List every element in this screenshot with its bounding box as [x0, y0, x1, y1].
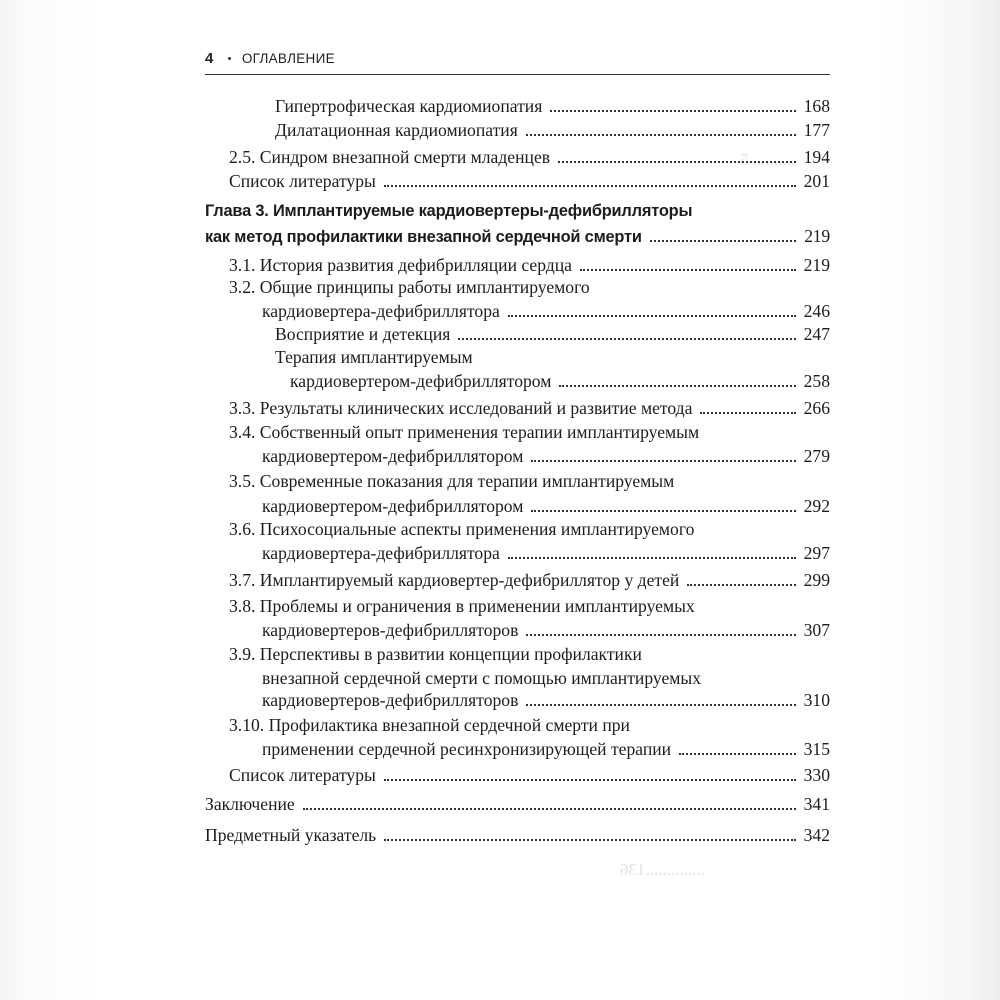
toc-entry[interactable]: [229, 397, 830, 419]
dot-leader: [679, 753, 796, 755]
toc-entry-title: Предметный указатель: [205, 825, 377, 845]
toc-entry-page: 299: [803, 570, 830, 590]
toc-entry-line: 3.5. Современные показания для терапии имплантируемым: [229, 471, 675, 491]
toc-entry[interactable]: [290, 370, 830, 392]
toc-entry-page: 247: [803, 324, 830, 344]
dot-leader: [580, 269, 796, 271]
toc-entry-line: 3.10. Профилактика внезапной сердечной смерти при: [229, 715, 630, 735]
toc-entry-title: кардиовертером-дефибриллятором: [290, 371, 552, 391]
toc-entry[interactable]: [205, 824, 830, 846]
section-title: ОГЛАВЛЕНИЕ: [241, 51, 335, 66]
toc-entry[interactable]: [262, 619, 830, 641]
toc-entry-line: 3.8. Проблемы и ограничения в применении имплантируемых: [229, 596, 695, 616]
toc-entry[interactable]: [262, 689, 830, 711]
toc-entry-page: 266: [803, 398, 830, 418]
dot-leader: [550, 110, 795, 112]
toc-entry[interactable]: [229, 764, 830, 786]
dot-leader: [384, 839, 795, 841]
dot-leader: [700, 412, 795, 414]
toc-entry-page: 310: [803, 690, 830, 710]
dot-leader: [303, 808, 796, 810]
toc-entry-page: 297: [803, 543, 830, 563]
toc-entry-title: 3.7. Имплантируемый кардиовертер-дефибриллятор у детей: [229, 570, 680, 590]
toc-entry[interactable]: [229, 254, 830, 276]
toc-entry[interactable]: [229, 569, 830, 591]
dot-leader: [687, 584, 795, 586]
toc-entry-line: 3.6. Психосоциальные аспекты применения имплантируемого: [229, 519, 695, 539]
toc-entry-page: 307: [803, 620, 830, 640]
page-number: 4: [205, 50, 214, 67]
toc-entry-page: 258: [803, 371, 830, 391]
toc-entry-line: 3.2. Общие принципы работы имплантируемого: [229, 277, 590, 297]
toc-entry-page: 292: [803, 496, 830, 516]
toc-entry[interactable]: [275, 323, 830, 345]
bleed-through-text: .......... 5: [740, 150, 796, 169]
toc-entry-page: 177: [803, 120, 830, 140]
toc-entry[interactable]: [262, 542, 830, 564]
toc-entry-title: кардиовертером-дефибриллятором: [262, 446, 524, 466]
toc-entry-page: 168: [803, 96, 830, 116]
dot-leader: [526, 704, 795, 706]
toc-entry-title: 3.3. Результаты клинических исследований и развитие метода: [229, 398, 693, 418]
toc-entry[interactable]: [262, 738, 830, 760]
toc-entry-title: Список литературы: [229, 765, 376, 785]
dot-leader: [559, 385, 795, 387]
chapter-title-line: Глава 3. Имплантируемые кардиовертеры-дефибрилляторы: [205, 202, 693, 220]
dot-leader: [650, 240, 796, 242]
toc-entry[interactable]: [205, 793, 830, 815]
bleed-through-text: ..............136: [620, 860, 705, 879]
dot-leader: [526, 634, 795, 636]
toc-entry-page: 342: [803, 825, 830, 845]
dot-leader: [531, 460, 795, 462]
toc-entry-title: Восприятие и детекция: [275, 324, 451, 344]
toc-entry-title: кардиовертеров-дефибрилляторов: [262, 690, 519, 710]
dot-leader: [531, 510, 795, 512]
toc-entry-page: 246: [803, 301, 830, 321]
toc-entry[interactable]: [229, 170, 830, 192]
toc-entry[interactable]: [275, 95, 830, 117]
toc-entry-title: кардиовертера-дефибриллятора: [262, 301, 500, 321]
toc-entry-title: Заключение: [205, 794, 295, 814]
toc-entry-page: 219: [803, 255, 830, 275]
dot-leader: [458, 338, 795, 340]
toc-entry-chapter[interactable]: [205, 225, 830, 248]
toc-entry-page: 341: [803, 794, 830, 814]
toc-entry-title: Список литературы: [229, 171, 376, 191]
toc-entry-page: 219: [804, 226, 830, 246]
toc-entry[interactable]: [262, 445, 830, 467]
toc-entry-page: 279: [803, 446, 830, 466]
toc-entry-title: как метод профилактики внезапной сердечной смерти: [205, 228, 642, 246]
toc-entry-page: 315: [803, 739, 830, 759]
dot-leader: [508, 315, 796, 317]
toc-entry[interactable]: [229, 146, 830, 168]
toc-entry[interactable]: [275, 119, 830, 141]
toc-entry-page: 194: [803, 147, 830, 167]
toc-entry-title: Дилатационная кардиомиопатия: [275, 120, 518, 140]
toc-entry[interactable]: [262, 300, 830, 322]
toc-entry-title: кардиовертеров-дефибрилляторов: [262, 620, 519, 640]
toc-entry-line: 3.9. Перспективы в развитии концепции профилактики: [229, 644, 642, 664]
toc-entry-page: 330: [803, 765, 830, 785]
dot-leader: [508, 557, 796, 559]
toc-entry-line: Терапия имплантируемым: [275, 347, 473, 367]
header-bullet: •: [227, 53, 232, 65]
toc-entry-line: 3.4. Собственный опыт применения терапии имплантируемым: [229, 422, 700, 442]
dot-leader: [384, 185, 796, 187]
toc-entry-title: Гипертрофическая кардиомиопатия: [275, 96, 543, 116]
dot-leader: [558, 161, 796, 163]
dot-leader: [384, 779, 796, 781]
toc-entry[interactable]: [262, 495, 830, 517]
toc-entry-line: внезапной сердечной смерти с помощью имплантируемых: [262, 668, 702, 688]
dot-leader: [526, 134, 796, 136]
toc-entry-title: 3.1. История развития дефибрилляции сердца: [229, 255, 572, 275]
toc-entry-title: кардиовертером-дефибриллятором: [262, 496, 524, 516]
toc-entry-title: кардиовертера-дефибриллятора: [262, 543, 500, 563]
toc-entry-page: 201: [803, 171, 830, 191]
toc-entry-title: применении сердечной ресинхронизирующей терапии: [262, 739, 672, 759]
toc-entry-title: 2.5. Синдром внезапной смерти младенцев: [229, 147, 551, 167]
